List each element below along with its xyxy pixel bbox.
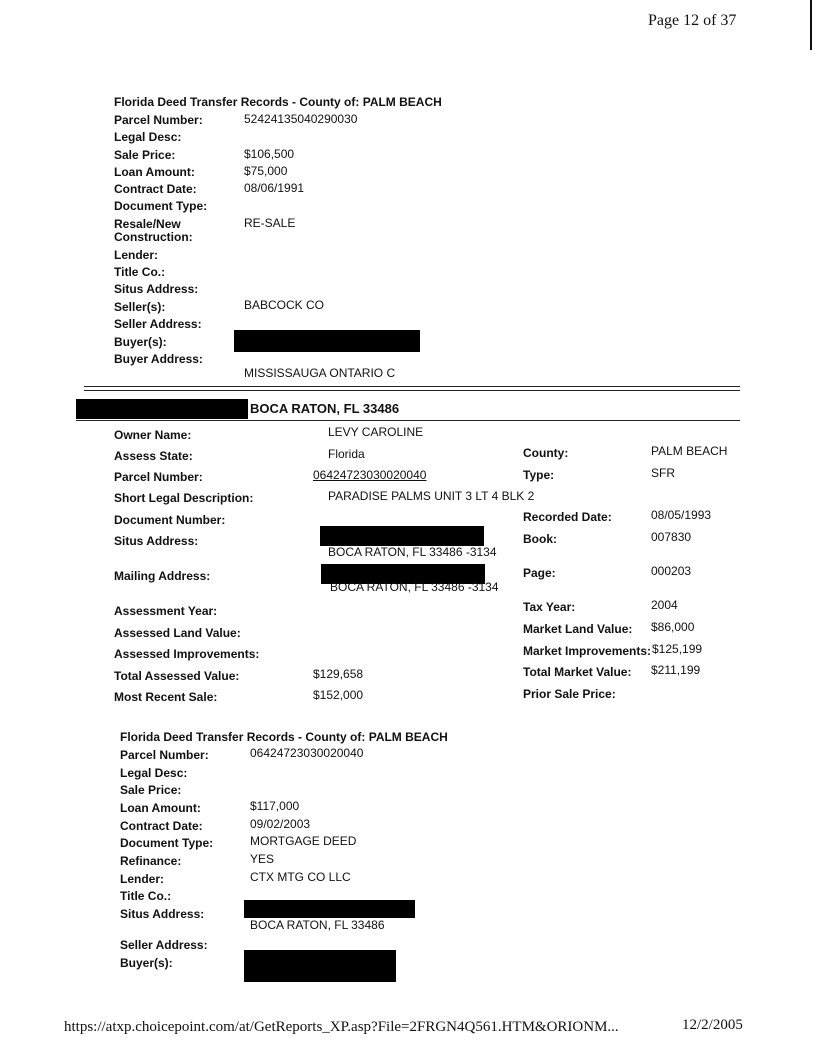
recorded-date-label: Recorded Date: <box>523 510 612 524</box>
total-market-value: $211,199 <box>651 663 701 677</box>
property-parcel-link[interactable]: 06424723030020040 <box>313 468 427 482</box>
section-divider <box>84 386 740 387</box>
situs-address-city: BOCA RATON, FL 33486 -3134 <box>328 545 497 559</box>
owner-name-label: Owner Name: <box>114 428 192 442</box>
market-land-label: Market Land Value: <box>523 622 633 636</box>
deed1-sale-price-value: $106,500 <box>244 147 295 161</box>
deed2-refinance-label: Refinance: <box>120 854 182 868</box>
property-address-header: BOCA RATON, FL 33486 <box>250 401 400 416</box>
deed1-parcel-value: 52424135040290030 <box>244 112 358 126</box>
deed1-resale-label-1: Resale/New <box>114 217 181 231</box>
assessment-year-label: Assessment Year: <box>114 604 218 618</box>
most-recent-sale-value: $152,000 <box>313 688 364 702</box>
total-market-label: Total Market Value: <box>523 665 632 679</box>
deed2-lender-label: Lender: <box>120 872 165 886</box>
prior-sale-label: Prior Sale Price: <box>523 687 616 701</box>
deed2-legal-label: Legal Desc: <box>120 766 188 780</box>
market-improvements-label: Market Improvements: <box>523 644 652 658</box>
deed1-buyer-addr-value: MISSISSAUGA ONTARIO C <box>244 366 396 380</box>
deed1-sellers-label: Seller(s): <box>114 300 166 314</box>
deed1-seller-addr-label: Seller Address: <box>114 317 202 331</box>
deed1-buyers-label: Buyer(s): <box>114 335 167 349</box>
short-legal-label: Short Legal Description: <box>114 491 254 505</box>
book-label: Book: <box>523 532 557 546</box>
mailing-address-label: Mailing Address: <box>114 569 211 583</box>
deed1-sale-price-label: Sale Price: <box>114 148 176 162</box>
deed1-sellers-value: BABCOCK CO <box>244 298 325 312</box>
deed1-heading: Florida Deed Transfer Records - County of: PALM BEACH <box>114 95 442 109</box>
county-value: PALM BEACH <box>651 444 728 458</box>
total-assessed-value: $129,658 <box>313 667 364 681</box>
deed2-loan-value: $117,000 <box>250 799 300 813</box>
deed2-title-co-label: Title Co.: <box>120 889 172 903</box>
total-assessed-label: Total Assessed Value: <box>114 669 240 683</box>
deed1-legal-label: Legal Desc: <box>114 130 182 144</box>
deed2-situs-city: BOCA RATON, FL 33486 <box>250 918 385 932</box>
deed1-doc-type-label: Document Type: <box>114 199 208 213</box>
situs-address-label: Situs Address: <box>114 534 199 548</box>
redaction-box <box>244 950 396 982</box>
deed2-seller-addr-label: Seller Address: <box>120 938 208 952</box>
redaction-box <box>234 330 420 352</box>
market-improvements-value: $125,199 <box>652 642 703 656</box>
assess-state-label: Assess State: <box>114 449 193 463</box>
county-label: County: <box>523 446 569 460</box>
deed2-heading: Florida Deed Transfer Records - County of: PALM BEACH <box>120 730 448 744</box>
deed1-loan-value: $75,000 <box>244 164 288 178</box>
deed1-loan-label: Loan Amount: <box>114 165 195 179</box>
assess-state-value: Florida <box>328 447 365 461</box>
type-label: Type: <box>523 468 555 482</box>
deed1-situs-label: Situs Address: <box>114 282 199 296</box>
deed1-lender-label: Lender: <box>114 248 159 262</box>
deed1-resale-value: RE-SALE <box>244 216 296 230</box>
market-land-value: $86,000 <box>651 620 695 634</box>
assessed-land-label: Assessed Land Value: <box>114 626 241 640</box>
page-label: Page: <box>523 566 556 580</box>
recorded-date-value: 08/05/1993 <box>651 508 712 522</box>
short-legal-value: PARADISE PALMS UNIT 3 LT 4 BLK 2 <box>328 489 535 503</box>
redaction-box <box>244 900 415 918</box>
assessed-improvements-label: Assessed Improvements: <box>114 647 260 661</box>
redaction-box <box>320 526 484 546</box>
deed2-doc-type-label: Document Type: <box>120 836 214 850</box>
deed1-resale-label-2: Construction: <box>114 230 193 244</box>
mailing-address-city: BOCA RATON, FL 33486 -3134 <box>330 580 499 594</box>
deed2-contract-value: 09/02/2003 <box>250 817 311 831</box>
deed1-buyer-addr-label: Buyer Address: <box>114 352 203 366</box>
deed2-situs-label: Situs Address: <box>120 907 205 921</box>
deed1-contract-label: Contract Date: <box>114 182 197 196</box>
tax-year-value: 2004 <box>651 598 678 612</box>
most-recent-sale-label: Most Recent Sale: <box>114 690 218 704</box>
page-edge-line <box>810 0 812 50</box>
footer-url: https://atxp.choicepoint.com/at/GetReports_XP.asp?File=2FRGN4Q561.HTM&ORIONM... <box>64 1019 619 1035</box>
deed1-parcel-label: Parcel Number: <box>114 113 203 127</box>
document-number-label: Document Number: <box>114 513 226 527</box>
page-number: Page 12 of 37 <box>648 12 737 29</box>
page-value: 000203 <box>651 564 692 578</box>
deed2-doc-type-value: MORTGAGE DEED <box>250 834 357 848</box>
deed1-title-co-label: Title Co.: <box>114 265 166 279</box>
deed2-parcel-value: 06424723030020040 <box>250 746 364 760</box>
property-parcel-label: Parcel Number: <box>114 470 203 484</box>
deed2-refinance-value: YES <box>250 852 275 866</box>
property-header-underline <box>76 420 740 421</box>
deed2-contract-label: Contract Date: <box>120 819 203 833</box>
deed2-buyers-label: Buyer(s): <box>120 956 173 970</box>
deed1-contract-value: 08/06/1991 <box>244 181 305 195</box>
redaction-box <box>76 399 248 419</box>
deed2-sale-price-label: Sale Price: <box>120 783 182 797</box>
type-value: SFR <box>651 466 675 480</box>
deed2-parcel-label: Parcel Number: <box>120 748 209 762</box>
deed2-loan-label: Loan Amount: <box>120 801 201 815</box>
deed2-lender-value: CTX MTG CO LLC <box>250 870 351 884</box>
footer-date: 12/2/2005 <box>682 1017 743 1033</box>
owner-name-value: LEVY CAROLINE <box>328 425 424 439</box>
tax-year-label: Tax Year: <box>523 600 576 614</box>
section-divider <box>84 390 740 391</box>
book-value: 007830 <box>651 530 692 544</box>
